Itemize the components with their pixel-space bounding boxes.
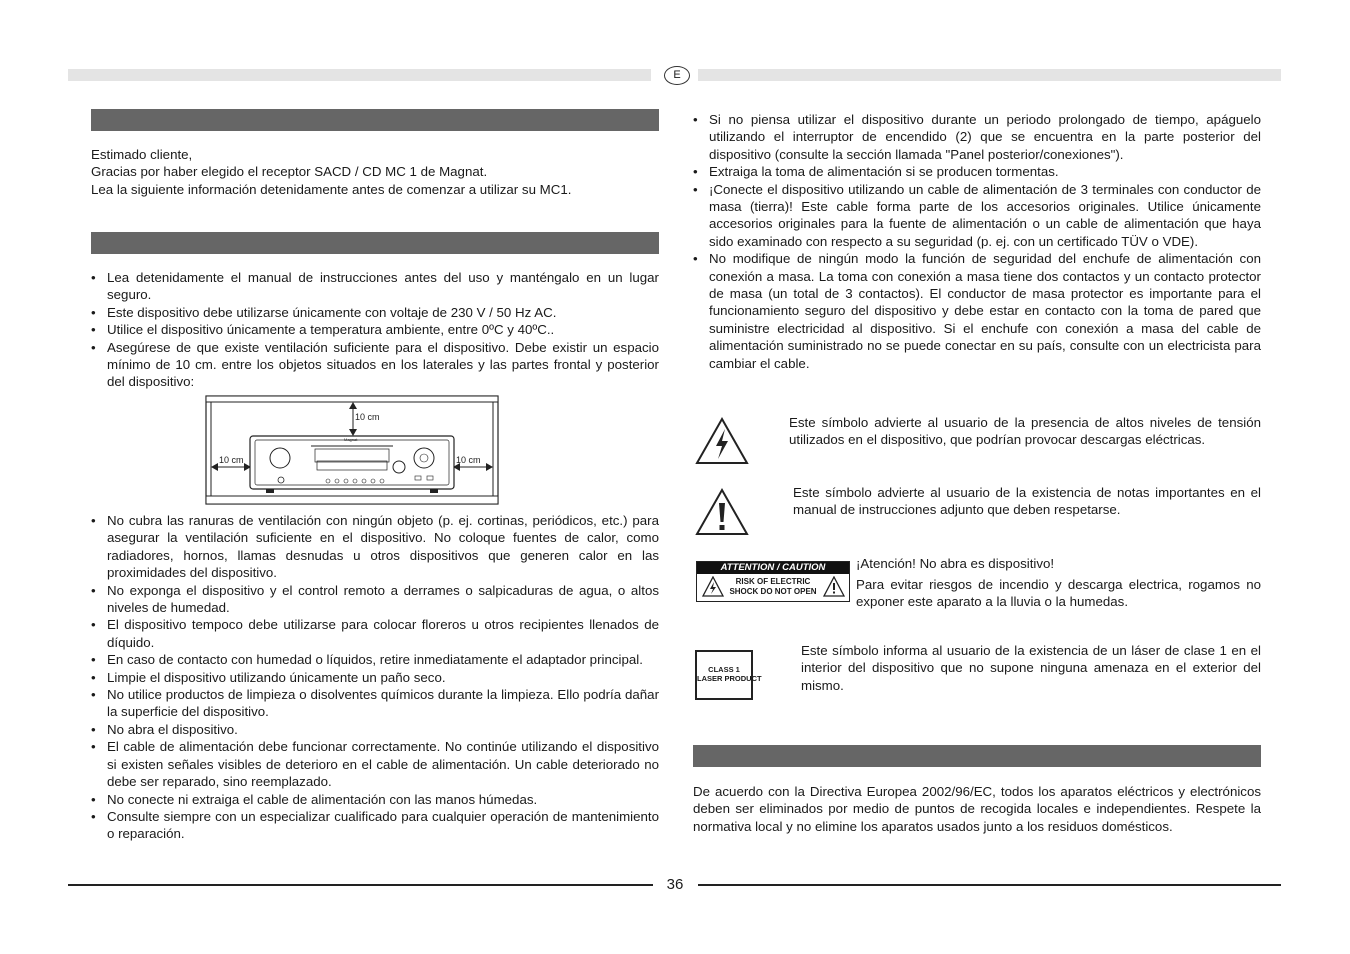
list-item: • Si no piensa utilizar el dispositivo durante un periodo prolongado de tiempo, apáguelo utilizando el interruptor de encendido (2) que se encuentra en la parte posterior del dispositivo (consulte la sección llamada "Panel posterior/conexiones"). — [693, 111, 1261, 163]
cabinet-bottom-shelf — [206, 496, 498, 504]
list-item: • Limpie el dispositivo utilizando únicamente un paño seco. — [91, 669, 659, 686]
list-item: • Asegúrese de que existe ventilación suficiente para el dispositivo. Debe existir un espacio mínimo de 10 cm. entre los objetos situados en los laterales y las partes frontal y posterior del dispositivo: — [91, 339, 659, 391]
list-item: • No conecte ni extraiga el cable de alimentación con las manos húmedas. — [91, 791, 659, 808]
caution-label-line1: RISK OF ELECTRIC — [735, 577, 811, 586]
safety-list-3 — [693, 111, 1261, 372]
caution-exclamation-icon — [823, 576, 845, 598]
list-item: • No cubra las ranuras de ventilación con ningún objeto (p. ej. cortinas, periódicos, etc.) para asegurar la ventilación suficiente en el dispositivo. No coloque fuentes de calor, como radiadores, hornos, llamas desnudas u otros dispositivos que generen calor en las proximidades del dispositivo. — [91, 512, 659, 582]
section-header-bar-safety — [91, 232, 659, 254]
exclamation-symbol-text: Este símbolo advierte al usuario de la existencia de notas importantes en el manual de instrucciones adjunto que deben respetarse. — [793, 485, 1261, 518]
top-arrow-head-down — [349, 429, 357, 436]
footer-line-left — [68, 884, 653, 886]
list-item: • Consulte siempre con un especializar cualificado para cualquier operación de mantenimiento o reparación. — [91, 808, 659, 843]
caution-label — [696, 561, 850, 602]
intro-line: Gracias por haber elegido el receptor SACD / CD MC 1 de Magnat. — [91, 164, 488, 180]
list-item: • No abra el dispositivo. — [91, 721, 659, 738]
list-item: • El dispositivo tempoco debe utilizarse para colocar floreros u otros recipientes llenados de díquido. — [91, 616, 659, 651]
disposal-text: De acuerdo con la Directiva Europea 2002/96/EC, todos los aparatos eléctricos y electrónicos deben ser eliminados por medio de puntos de recogida locales e independientes. Respete la normativa local y no elimine los aparatos usados junto a los residuos domésticos. — [693, 784, 1261, 834]
list-item: • No exponga el dispositivo y el control remoto a derrames o salpicaduras de agua, o altos niveles de humedad. — [91, 582, 659, 617]
laser-label-line2: LASER PRODUCT — [697, 674, 762, 683]
left-gap-label: 10 cm — [219, 455, 244, 465]
intro-line: Lea la siguiente información detenidamente antes de comenzar a utilizar su MC1. — [91, 181, 572, 197]
list-item: • Este dispositivo debe utilizarse únicamente con voltaje de 230 V / 50 Hz AC. — [91, 304, 659, 321]
receiver-device — [250, 436, 454, 493]
high-voltage-warning-icon — [694, 416, 750, 466]
header-bar-left — [68, 69, 651, 81]
intro-text — [91, 146, 659, 198]
caution-text: Para evitar riesgos de incendio y descarga electrica, rogamos no exponer este aparato a la lluvia o la humedas. — [856, 577, 1261, 610]
top-arrow-head-up — [349, 402, 357, 409]
safety-list-2 — [91, 512, 659, 843]
right-arrow-head-right — [486, 463, 493, 471]
ventilation-diagram — [203, 394, 501, 506]
laser-symbol-text: Este símbolo informa al usuario de la existencia de un láser de clase 1 en el interior del dispositivo que no supone ninguna amenaza en el exterior del mismo. — [801, 643, 1261, 693]
page-number: 36 — [666, 876, 684, 893]
section-header-bar-intro — [91, 109, 659, 131]
left-arrow-head-left — [211, 463, 218, 471]
header-bar-right — [698, 69, 1281, 81]
cabinet-top-shelf — [206, 396, 498, 402]
list-item: • Lea detenidamente el manual de instrucciones antes del uso y manténgalo en un lugar seguro. — [91, 269, 659, 304]
list-item: • No utilice productos de limpieza o disolventes químicos durante la limpieza. Ello podría dañar la superficie del dispositivo. — [91, 686, 659, 721]
list-item: • Extraiga la toma de alimentación si se producen tormentas. — [693, 163, 1261, 180]
caution-lightning-icon — [702, 576, 724, 598]
intro-line: Estimado cliente, — [91, 147, 193, 162]
language-badge: E — [664, 66, 690, 85]
exclamation-warning-icon — [694, 487, 750, 537]
top-gap-label: 10 cm — [355, 412, 380, 422]
list-item: • El cable de alimentación debe funcionar correctamente. No continúe utilizando el dispositivo si existen señales visibles de deterioro en el cable de alimentación. Un cable deteriorado no debe ser reparado, sino reemplazado. — [91, 738, 659, 790]
list-item: • Utilice el dispositivo únicamente a temperatura ambiente, entre 0ºC y 40ºC.. — [91, 321, 659, 338]
caution-label-line2: SHOCK DO NOT OPEN — [729, 587, 817, 596]
right-gap-label: 10 cm — [456, 455, 481, 465]
laser-class-label — [695, 650, 762, 700]
list-item: • En caso de contacto con humedad o líquidos, retire inmediatamente el adaptador principal. — [91, 651, 659, 668]
footer-line-right — [698, 884, 1281, 886]
caution-label-header: ATTENTION / CAUTION — [697, 562, 849, 574]
caution-title: ¡Atención! No abra es dispositivo! — [856, 556, 1055, 571]
safety-list-1 — [91, 269, 659, 391]
voltage-symbol-text: Este símbolo advierte al usuario de la presencia de altos niveles de tensión utilizados en el dispositivo, que podrían provocar descargas eléctricas. — [789, 415, 1261, 448]
device-brand-label: Magnat — [344, 437, 358, 442]
laser-label-line1: CLASS 1 — [708, 665, 740, 674]
list-item: • ¡Conecte el dispositivo utilizando un cable de alimentación de 3 terminales con conductor de masa (tierra)! Este cable forma parte de los accesorios originales. Utilice únicamente accesorios originales para la fuente de alimentación o un cable de alimentación que haya sido examinado con respecto a su seguridad (p. ej. con un certificado TÜV o VDE). — [693, 181, 1261, 251]
list-item: • No modifique de ningún modo la función de seguridad del enchufe de alimentación con conexión a masa. La toma con conexión a masa tiene dos contactos y un contacto protector de masa (un total de 3 contactos). El conductor de masa protector es importante para el funcionamiento seguro del dispositivo y debe estar en contacto con la toma de pared que suministre electricidad al dispositivo. Si el enchufe con conexión a masa del cable de alimentación suministrado no se puede conectar en su país, consulte con un electricista para cambiar el cable. — [693, 250, 1261, 372]
section-header-bar-disposal — [693, 745, 1261, 767]
